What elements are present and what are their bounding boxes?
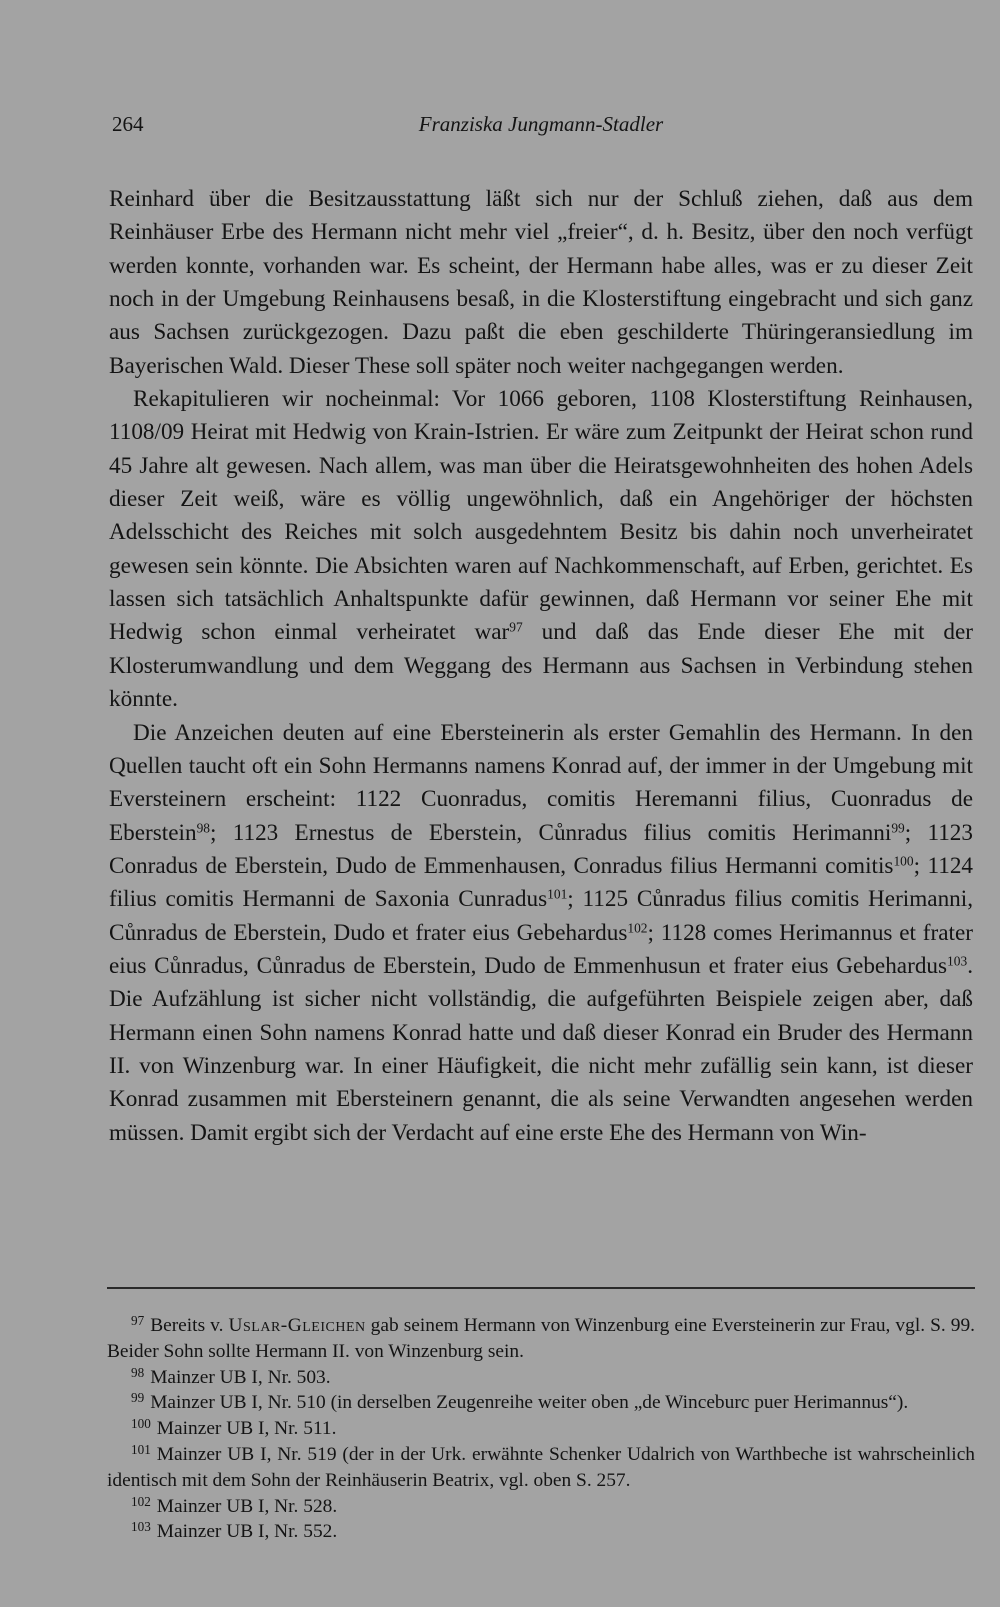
paragraph-3-text-d: ; 1124 filius comitis Hermanni de Saxonia Cunradus	[109, 852, 974, 913]
paragraph-3-text-f: ; 1128 comes Herimannus et frater eius Cůnradus, Cůnradus de Eberstein, Dudo de Emmenhusun et frater eius Gebehardus	[109, 919, 974, 979]
footnote	[107, 1442, 975, 1494]
footnote-text: gab seinem Hermann von Winzenburg eine Eversteinerin zur Frau, vgl. S. 99. Beider Sohn sollte Hermann II. von Winzenburg sein.	[107, 1315, 976, 1362]
paragraph-1-text: Reinhard über die Besitzausstattung läßt sich nur der Schluß ziehen, daß aus dem Reinhäuser Erbe des Hermann nicht mehr viel „freier“, d. h. Besitz, über den noch verfügt werden konnte, vorhanden war. Es scheint, der Hermann habe alles, was er zu dieser Zeit noch in der Umgebung Reinhausens besaß, in die Klosterstiftung eingebracht und sich ganz aus Sachsen zurückgezogen. Dazu paßt die eben geschilderte Thüringeransiedlung im Bayerischen Wald. Dieser These soll später noch weiter nachgegangen werden.	[109, 186, 973, 379]
paragraph-2-text-b: und daß das Ende dieser Ehe mit der Klosterumwandlung und dem Weggang des Hermann aus Sachsen in Verbindung stehen könnte.	[109, 619, 973, 713]
main-text	[109, 183, 973, 1150]
footnote-ref-97[interactable]: 97	[509, 620, 523, 636]
footnote-number: 97	[131, 1313, 145, 1329]
footnote-text: Mainzer UB I, Nr. 528.	[156, 1495, 338, 1517]
page-number: 264	[112, 112, 144, 136]
footnote-ref-102[interactable]: 102	[627, 920, 648, 936]
footnote-divider	[107, 1287, 975, 1289]
footnote	[107, 1416, 975, 1442]
paragraph-3-text-a: Die Anzeichen deuten auf eine Ebersteinerin als erster Gemahlin des Hermann. In den Quellen taucht oft ein Sohn Hermanns namens Konrad auf, der immer in der Umgebung mit Eversteinern erscheint: 1122 Cuonradus, comitis Heremanni filius, Cuonradus de Eberstein	[109, 719, 973, 846]
footnote-number: 100	[131, 1416, 151, 1432]
paragraph-1	[109, 183, 973, 383]
footnote-ref-103[interactable]: 103	[947, 953, 968, 969]
paragraph-3-text-e: ; 1125 Cůnradus filius comitis Herimanni, Cůnradus de Eberstein, Dudo et frater eius Gebehardus	[109, 886, 974, 946]
footnote-ref-101[interactable]: 101	[547, 886, 568, 902]
page-header	[112, 112, 970, 142]
paragraph-2-text-a: Rekapitulieren wir nocheinmal: Vor 1066 geboren, 1108 Klosterstiftung Reinhausen, 1108/09 Heirat mit Hedwig von Krain-Istrien. Er wäre zum Zeitpunkt der Heirat schon rund 45 Jahre alt gewesen. Nach allem, was man über die Heiratsgewohnheiten des hohen Adels dieser Zeit weiß, wäre es völlig ungewöhnlich, daß ein Angehöriger der höchsten Adelsschicht des Reiches mit solch ausgedehntem Besitz bis dahin noch unverheiratet gewesen sein könnte. Die Absichten waren auf Nachkommenschaft, auf Erben, gerichtet. Es lassen sich tatsächlich Anhaltspunkte dafür gewinnen, daß Hermann vor seiner Ehe mit Hedwig schon einmal verheiratet war	[109, 386, 973, 646]
footnote-number: 103	[131, 1519, 151, 1535]
running-head: Franziska Jungmann-Stadler	[418, 112, 664, 136]
footnote-text: Mainzer UB I, Nr. 552.	[156, 1521, 338, 1543]
paragraph-3-text-b: ; 1123 Ernestus de Eberstein, Cůnradus filius comitis Herimanni	[210, 819, 892, 846]
footnote-author: Uslar-Gleichen	[228, 1315, 366, 1336]
footnote	[107, 1313, 975, 1365]
footnotes	[107, 1313, 975, 1545]
footnote-number: 102	[131, 1493, 151, 1509]
footnote-text: Mainzer UB I, Nr. 519 (der in der Urk. erwähnte Schenker Udalrich von Warthbeche ist wahrscheinlich identisch mit dem Sohn der Reinhäuserin Beatrix, vgl. oben S. 257.	[107, 1443, 975, 1491]
footnote-number: 98	[131, 1364, 145, 1380]
footnote-text: Mainzer UB I, Nr. 503.	[150, 1366, 331, 1388]
footnote-text: Mainzer UB I, Nr. 511.	[156, 1418, 337, 1440]
footnote-ref-100[interactable]: 100	[893, 853, 914, 869]
paragraph-2	[109, 383, 973, 716]
footnote	[107, 1519, 975, 1545]
footnote-ref-98[interactable]: 98	[196, 820, 211, 836]
footnote-ref-99[interactable]: 99	[891, 820, 905, 836]
paragraph-3-text-c: ; 1123 Conradus de Eberstein, Dudo de Emmenhausen, Conradus filius Hermanni comitis	[109, 819, 973, 879]
footnote-text-pre: Bereits v.	[150, 1315, 229, 1336]
paragraph-3-text-g: . Die Aufzählung ist sicher nicht vollständig, die aufgeführten Beispiele zeigen aber, daß Hermann einen Sohn namens Konrad hatte und daß dieser Konrad ein Bruder des Hermann II. von Winzenburg war. In einer Häufigkeit, die nicht mehr zufällig sein kann, ist dieser Konrad zusammen mit Ebersteinern genannt, die als seine Verwandten angesehen werden müssen. Damit ergibt sich der Verdacht auf eine erste Ehe des Hermann von Win-	[109, 952, 973, 1146]
footnote	[107, 1494, 975, 1520]
paragraph-3	[109, 717, 973, 1150]
footnote-number: 99	[131, 1390, 145, 1406]
footnote-text: Mainzer UB I, Nr. 510 (in derselben Zeugenreihe weiter oben „de Winceburc puer Herimannus“).	[150, 1392, 909, 1414]
footnote-number: 101	[131, 1442, 151, 1458]
footnote	[107, 1390, 975, 1416]
footnote	[107, 1365, 975, 1391]
